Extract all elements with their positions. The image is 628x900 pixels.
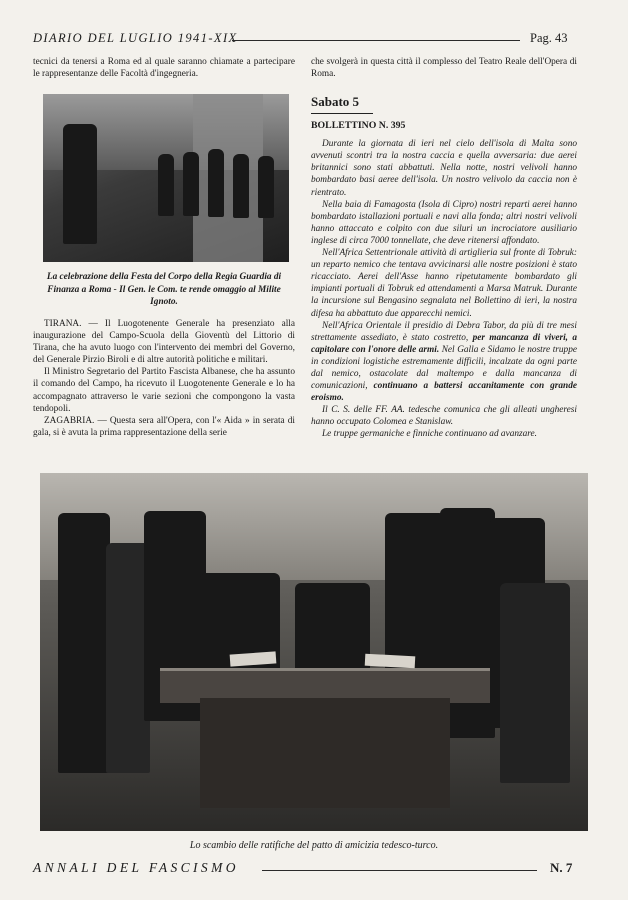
- debra-tabor-text: Nell'Africa Orientale il presidio di Debra Tabor, da più: [322, 320, 534, 331]
- page-number: Pag. 43: [530, 31, 568, 45]
- debra-tabor-text-2: di tre mesi strettamente assediato, è stato costretto,: [311, 320, 578, 343]
- left-column: [33, 56, 295, 439]
- bulletin-title: BOLLETTINO N. 395: [311, 120, 406, 132]
- bulletin-paragraph-africa-orientale: [311, 320, 577, 405]
- issue-number: N. 7: [550, 860, 573, 875]
- bulletin-paragraph-advance: Le truppe germaniche e finniche continuano ad avanzare.: [322, 429, 537, 440]
- capitolare-text: per mancanza di viveri, a capitolare con l'onore delle armi.: [311, 332, 577, 355]
- ministro-paragraph: Il Ministro Segretario del Partito Fascista Albanese, che ha assunto il comando del Campo, ha ricevuto il Luogotenente Generale e lo ha accompagnato attraverso le varie sezioni che compongono la vasta tendopoli.: [33, 367, 295, 414]
- section-title-sabato: Sabato 5: [311, 93, 373, 114]
- left-intro-text: tecnici da tenersi a Roma ed al quale saranno chiamate a partecipare le rappresentanze delle Facoltà d'ingegneria.: [33, 57, 295, 80]
- right-intro-text: che svolgerà in questa città il complesso del Teatro Reale dell'Opera di Roma.: [311, 57, 577, 80]
- bulletin-paragraph-famagosta: Nella baia di Famagosta (Isola di Cipro) nostri reparti aerei hanno bombardato istallazioni portuali e navi alla fonda; altri nostri velivoli hanno attaccato e colpito con due siluri un incrociatore ausiliario inglese di circa 7000 tonnellate, che deve ritenersi affondato.: [311, 199, 577, 246]
- tirana-text: — Il Luogotenente Generale ha presenziato alla inaugurazione del Campo-Scuola della Gioventù del Littorio di Tirana, che ha avuto luogo con l'intervento dei membri del Governo, del Generale Pirzio Biroli e di altre autorità politiche e militari.: [33, 318, 296, 366]
- bulletin-paragraph-german-command: Il C. S. delle FF. AA. tedesche comunica che gli alleati ungheresi hanno occupato Colomea e Stanislaw.: [311, 405, 577, 428]
- tirana-lead: TIRANA.: [44, 318, 82, 329]
- right-column: [311, 56, 577, 441]
- tirana-paragraph: [33, 318, 295, 366]
- zagabria-lead: ZAGABRIA.: [44, 415, 95, 426]
- running-header-title: DIARIO DEL LUGLIO 1941-XIX: [33, 31, 238, 45]
- bulletin-paragraph-tobruk: Nell'Africa Settentrionale attività di artiglieria sul fronte di Tobruk: un reparto nemico che tentava avvicinarsi alle nostre posizioni è stato ricacciato. Aerei dell'Asse hanno ripetutamente bombardato gli impianti portuali di Tobruk ed attendamenti a Marsa Matruk. Durante la incursione sul Bengasino segnalata nel Bollettino di ieri, la nostra difesa ha abbattuto due apparecchi nemici.: [311, 248, 577, 319]
- zagabria-paragraph: [33, 415, 295, 439]
- finance-guard-photo: [43, 94, 289, 262]
- treaty-photo-caption: Lo scambio delle ratifiche del patto di amicizia tedesco-turco.: [189, 840, 439, 851]
- bulletin-paragraph-malta: Durante la giornata di ieri nel cielo dell'isola di Malta sono avvenuti scontri tra la nostra caccia e quella avversaria: due aerei britannici sono stati abbattuti. Nella notte, nostri velivoli hanno bombardato basi aeree dell'isola. Un nostro velivolo da caccia non è rientrato.: [311, 139, 577, 198]
- eroismo-text: continuano a battersi accanitamente con grande eroismo.: [311, 381, 577, 404]
- publication-footer-title: ANNALI DEL FASCISMO: [33, 860, 239, 875]
- footer-rule: [262, 870, 537, 871]
- finance-guard-caption: La celebrazione della Festa del Corpo della Regia Guardia di Finanza a Roma - Il Gen. le Com. te rende omaggio al Milite Ignoto.: [46, 272, 282, 308]
- treaty-signing-photo: [40, 473, 588, 831]
- header-rule: [232, 40, 520, 41]
- galla-sidamo-text: Nel Galla e Sidamo le nostre truppe in condizioni logistiche estremamente difficili, incalzate da ogni parte dal nemico, ostacolate dal maltempo e dalla mancanza di comunicazioni,: [311, 344, 577, 392]
- zagabria-text: — Questa sera all'Opera, con l'« Aida » in serata di gala, si è avuta la prima rappresentazione della serie: [33, 415, 295, 438]
